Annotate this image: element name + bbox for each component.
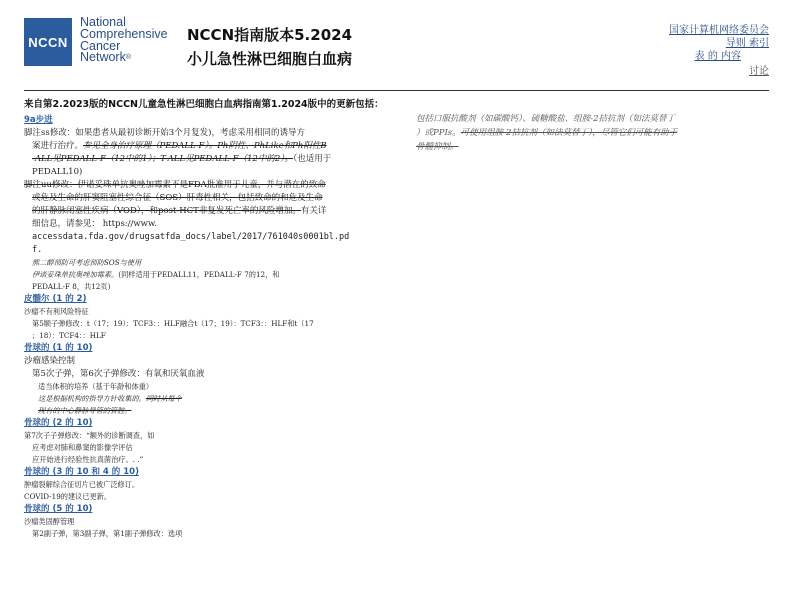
struck-text: 参见全身治疗原理（PEDALL-F）。Ph阴性、PhLike和Ph阳性B [83, 141, 327, 151]
text-line: 细信息，请参见： https://www. [32, 219, 157, 229]
text-line: 第7次子子弹修改：“额外的诊断调查，如 [24, 431, 155, 440]
text-line: 第5顺子弹修改：t（17；19）：TCF3：：HLF融合t（17；19）：TCF3：：HLF和t（17 [32, 319, 314, 328]
section-link-supportive-2[interactable]: 骨球的 (2 的 10) [24, 418, 93, 428]
fda-label-url: accessdata.fda.gov/drugsatfda_docs/label/2017/761040s0001bl.pd [32, 232, 350, 242]
text-line: 的肝静脉闭塞性疾病（VOD），和post-HCT非复发死亡率的风险增加。有关详 [32, 206, 327, 216]
text-line: 伊诺妥珠单抗奥唑加霉素。(同样适用于PEDALL11，PEDALL-F 7的12，和 [32, 270, 280, 279]
text-line: COVID-19的建议已更新。 [24, 492, 112, 501]
text-line: 包括口服抗酸剂（如碳酸钙）、硫糖酸盐、组胺-2拮抗剂（如法莫替丁 [416, 114, 676, 124]
text-line: 第2副子弹，第3副子弹，第1副子弹修改：选项 [32, 529, 183, 538]
page-title [187, 25, 352, 69]
text-line: 第5次子弹，第6次子弹修改：有氧和厌氧血液 [32, 369, 205, 379]
text-line: f. [32, 245, 43, 255]
logo-line: Comprehensive [80, 26, 168, 41]
text-line: 应开始进行经验性抗真菌治疗。. .” [32, 455, 144, 464]
struck-text: 骨髓抑制。 [416, 142, 459, 152]
nccn-logo-wordmark [80, 17, 176, 64]
text-line: 肿瘤裂解综合征切片已被广泛修订。 [24, 480, 140, 489]
text-line: -ALL见PEDALL-F（12中的1）；T-ALL见PEDALL-F（12中的2）。（也适用于 [32, 154, 332, 164]
text-line: 适当体积的培养（基于年龄和体重） [38, 382, 154, 391]
logo-line: National [80, 15, 126, 29]
panel-members-link[interactable]: 国家计算机网络委员会 [669, 25, 769, 36]
text-line: 案进行治疗。参见全身治疗原理（PEDALL-F）。Ph阴性、PhLike和Ph阳性B [32, 141, 327, 151]
text-line: PEDALL-F 8，共12页) [32, 282, 111, 291]
logo-line: Network® [80, 50, 132, 65]
text-line: 这是根据机构的指导方针收集的。同时从每个 [38, 394, 182, 403]
header-divider [24, 90, 769, 91]
struck-text: 现有的中心静脉导管的管腔。 [38, 406, 132, 415]
section-link-supportive-3-4[interactable]: 骨球的 (3 的 10 和 4 的 10) [24, 467, 139, 477]
discussion-link[interactable]: 讨论 [749, 66, 769, 77]
guideline-version: NCCN指南版本5.2024 [187, 26, 353, 44]
guidelines-index-link[interactable]: 导则 索引 [725, 38, 769, 49]
text-line: 脚注ss修改：如果患者从最初诊断开始3个月复发)，考虑采用相同的诱导方 [24, 128, 305, 138]
section-link-9a[interactable]: 9a步进 [24, 115, 53, 125]
struck-text: -ALL见PEDALL-F（12中的1）；T-ALL见PEDALL-F（12中的2）。 [32, 154, 293, 164]
section-link-pedall-1[interactable]: 皮髓尔 (1 的 2) [24, 294, 87, 304]
text-line: 沙瘤类固醇管理 [24, 517, 75, 526]
struck-text: 或危及生命的肝窦阻塞性综合征（SOS）肝毒性相关，包括致命的和危及生命 [32, 193, 323, 203]
struck-text: 可使用组胺-2拮抗剂（如法莫替丁），尽管它们可能有助于 [460, 128, 678, 138]
struck-text: 的肝静脉闭塞性疾病（VOD），和post-HCT非复发死亡率的风险增加。 [32, 206, 301, 216]
right-column [416, 112, 768, 154]
left-column [24, 114, 404, 540]
text-line: ；18）：TCF4：：HLF [32, 331, 106, 340]
section-link-supportive-1[interactable]: 骨球的 (1 的 10) [24, 343, 93, 353]
updates-heading: 来自第2.2023版的NCCN儿童急性淋巴细胞白血病指南第1.2024版中的更新包括： [24, 99, 384, 110]
registered-mark: ® [125, 54, 132, 62]
text-line: 应考虑对肺和鼻窦的影像学评估 [32, 443, 133, 452]
text-line: ）或PPIs。可使用组胺-2拮抗剂（如法莫替丁），尽管它们可能有助于 [416, 128, 678, 138]
struck-text: 同时从每个 [145, 394, 182, 403]
top-navigation [669, 24, 769, 78]
text-line: 沙瘤不有利风险特征 [24, 307, 89, 316]
section-link-supportive-5[interactable]: 骨球的 (5 的 10) [24, 504, 93, 514]
text-line: 沙瘤感染控制 [24, 356, 76, 366]
text-line: 熊二醇预防可考虑预防SOS与使用 [32, 258, 142, 267]
nccn-logo-mark: NCCN [24, 18, 72, 66]
logo-line: Cancer [80, 38, 121, 53]
struck-text: 脚注uu修改：伊诺妥珠单抗奥唑加霉素不是FDA批准用于儿童，并与潜在的致命 [24, 180, 326, 190]
text-line: PEDALL10) [32, 167, 83, 177]
guideline-topic: 小儿急性淋巴细胞白血病 [187, 50, 353, 68]
table-of-contents-link[interactable]: 表 的 内容 [694, 51, 741, 62]
